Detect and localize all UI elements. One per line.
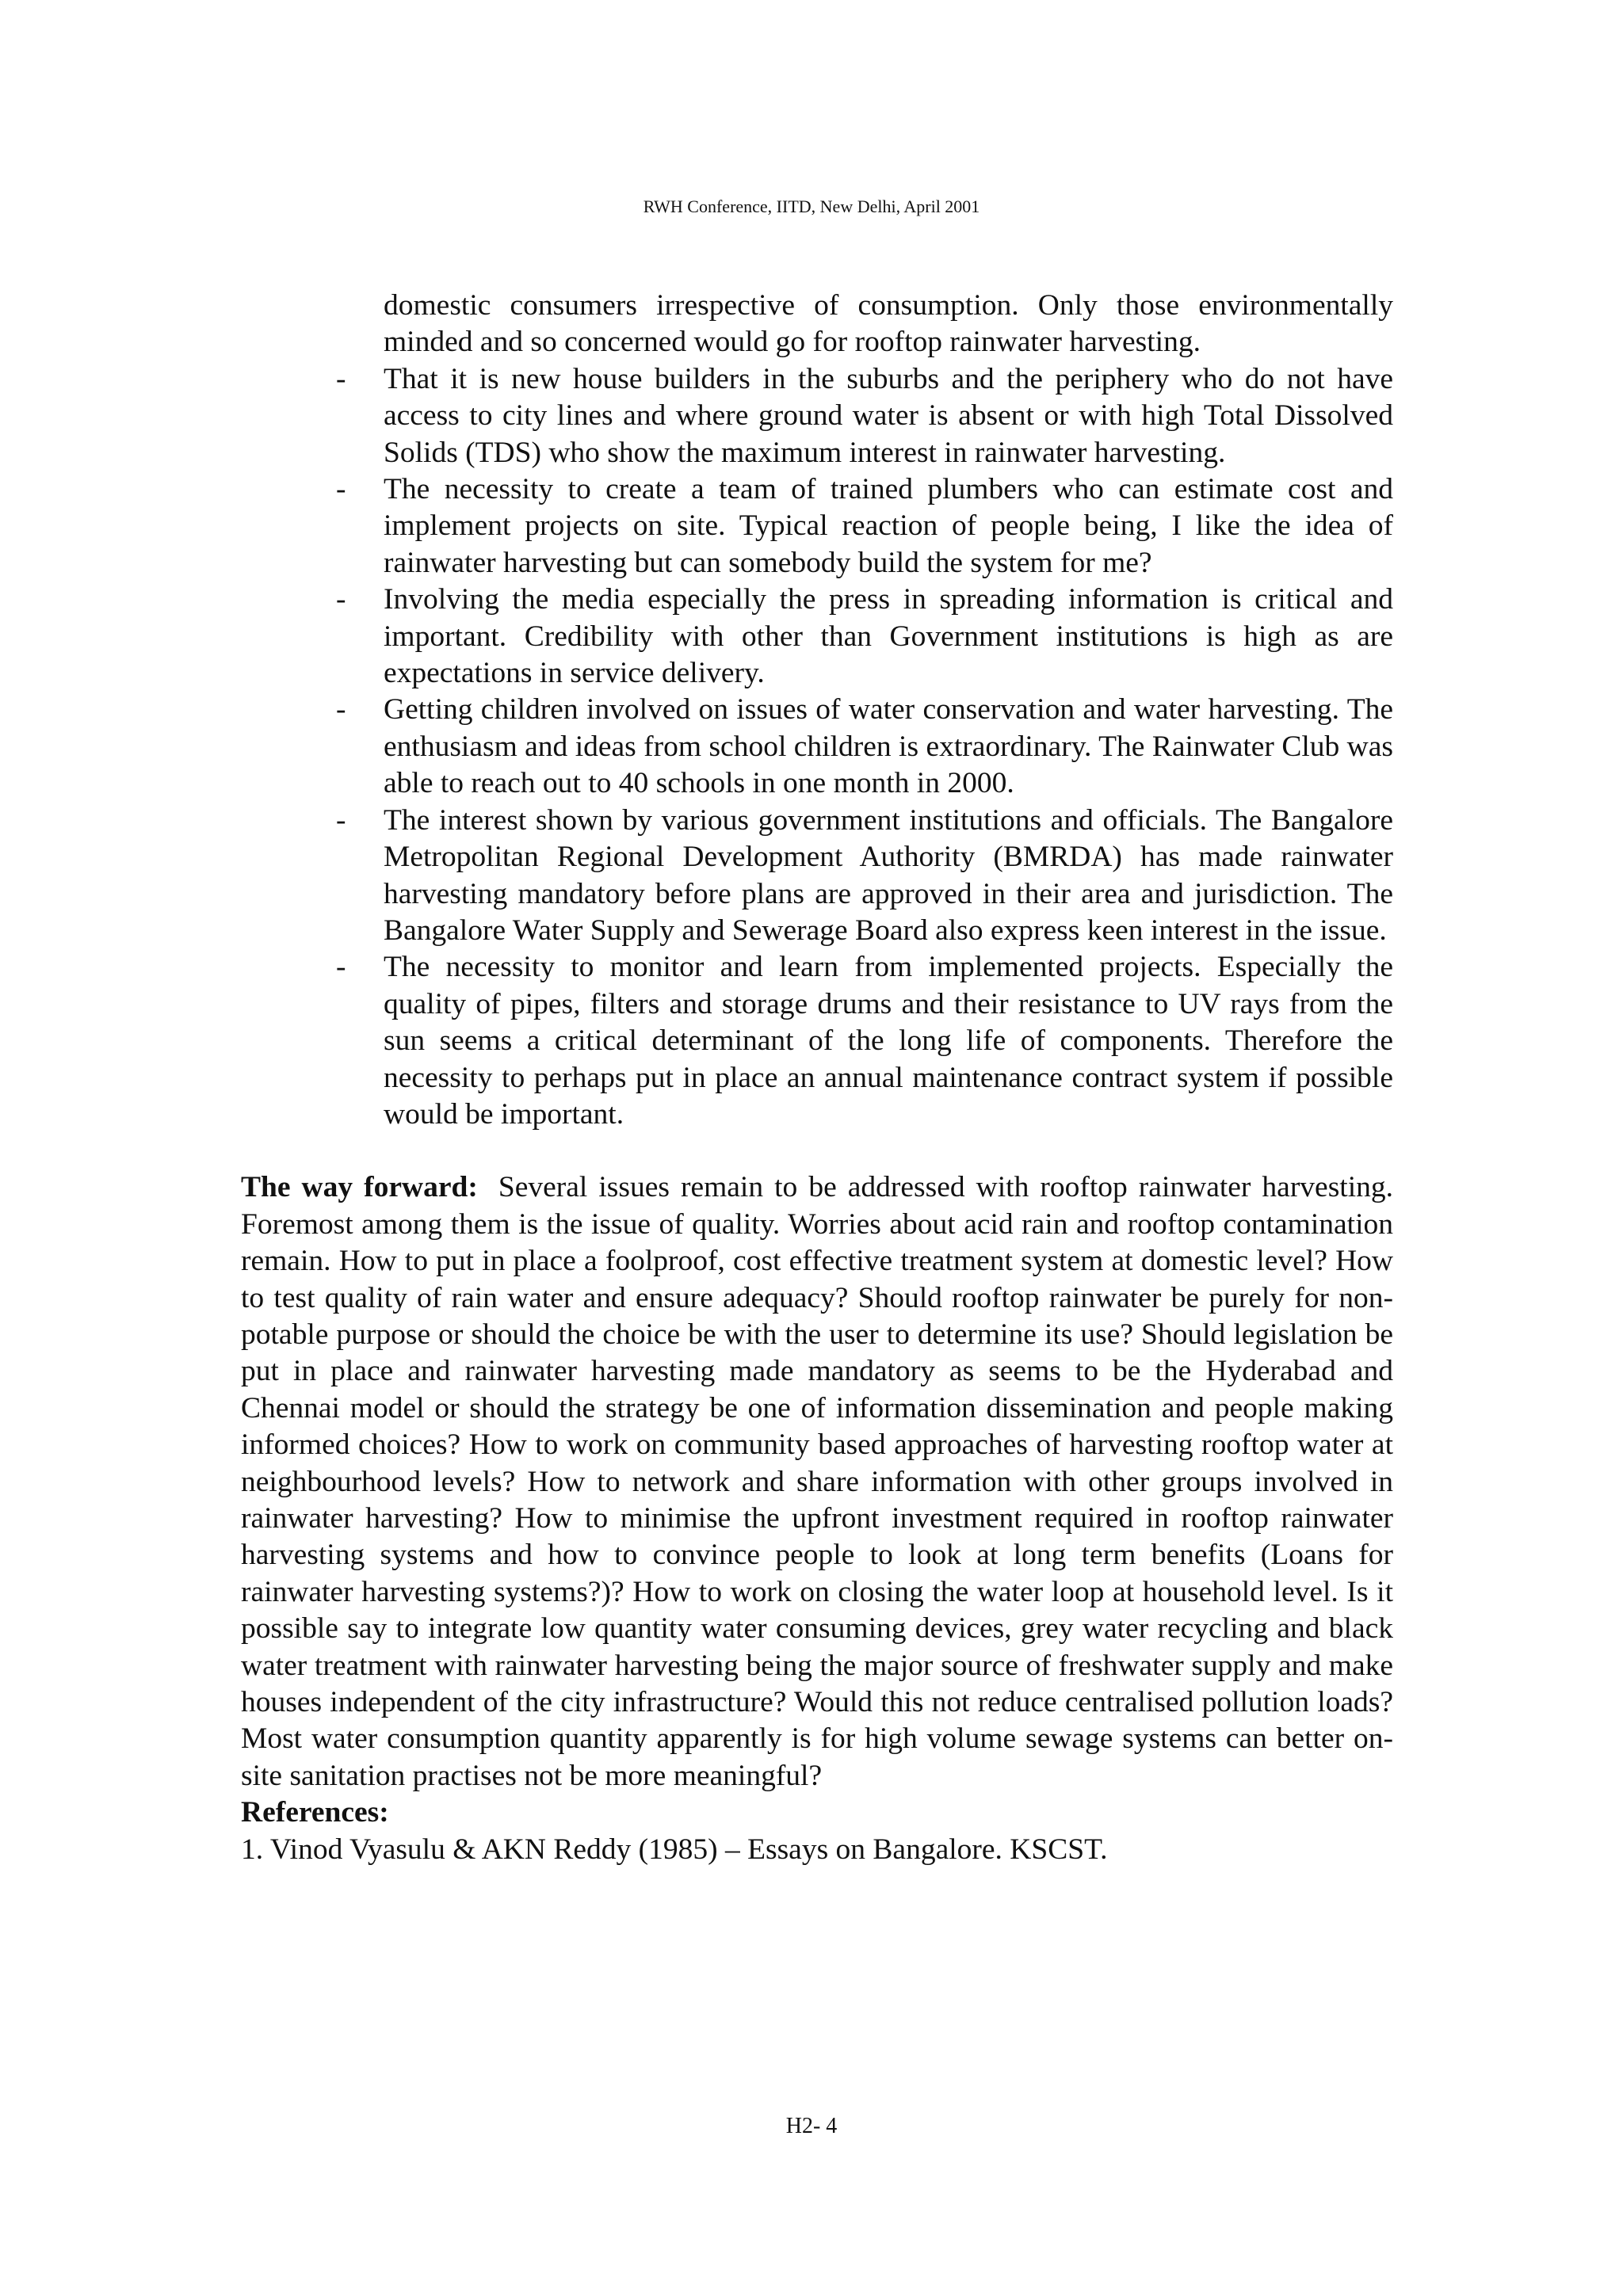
bullet-marker: - (336, 803, 346, 837)
bullet-marker: - (336, 693, 346, 727)
bullet-text: The necessity to monitor and learn from implemented projects. Especially the quality of pipes, filters and storage drums and their resistance to UV rays from the sun seems a critical determinant of the long life of components. Therefore the necessity to perhaps put in place an annual maintenance contract system if possible would be important. (384, 951, 1393, 1131)
bullet-text: Involving the media especially the press in spreading information is critical and important. Credibility with other than Government institutions is high as are expectations in service delivery. (384, 583, 1393, 690)
running-header: RWH Conference, IITD, New Delhi, April 2001 (643, 196, 980, 216)
references-heading: References: (241, 1796, 389, 1829)
list-item (241, 582, 1393, 692)
list-item (241, 471, 1393, 582)
page-number: H2- 4 (785, 2114, 838, 2138)
continued-bullet-text: domestic consumers irrespective of consumption. Only those environmentally minded and so concerned would go for rooftop rainwater harvesting. (384, 289, 1393, 359)
list-item (241, 692, 1393, 802)
list-item (241, 361, 1393, 471)
list-item (241, 803, 1393, 950)
way-forward-text: Several issues remain to be addressed with rooftop rainwater harvesting. Foremost among them is the issue of quality. Worries about acid rain and rooftop contamination remain. How to put in place a foolproof, cost effective treatment system at domestic level? How to test quality of rain water and ensure adequacy? Should rooftop rainwater be purely for non-potable purpose or should the choice be with the user to determine its use? Should legislation be put in place and rainwater harvesting made mandatory as seems to be the Hyderabad and Chennai model or should the strategy be one of information dissemination and people making informed choices? How to work on community based approaches of harvesting rooftop water at neighbourhood levels? How to network and share information with other groups involved in rainwater harvesting? How to minimise the upfront investment required in rooftop rainwater harvesting systems and how to convince people to look at long term benefits (Loans for rainwater harvesting systems?)? How to work on closing the water loop at household level. Is it possible say to integrate low quantity water consuming devices, grey water recycling and black water treatment with rainwater harvesting being the major source of freshwater supply and make houses independent of the city infrastructure? Would this not reduce centralised pollution loads? Most water consumption quantity apparently is for high volume sewage systems can better on-site sanitation practises not be more meaningful? (241, 1171, 1394, 1792)
bullet-text: Getting children involved on issues of water conservation and water harvesting. The enthusiasm and ideas from school children is extraordinary. The Rainwater Club was able to reach out to 40 schools in one month in 2000. (384, 693, 1393, 800)
way-forward-paragraph (241, 1169, 1393, 1794)
body-content (241, 288, 1393, 1868)
way-forward-heading: The way forward: (241, 1171, 478, 1204)
bullet-text: The interest shown by various government institutions and officials. The Bangalore Metropolitan Regional Development Authority (BMRDA) has made rainwater harvesting mandatory before plans are approved in their area and jurisdiction. The Bangalore Water Supply and Sewerage Board also express keen interest in the issue. (384, 803, 1393, 947)
bullet-marker: - (336, 473, 346, 506)
bullet-marker: - (336, 951, 346, 984)
bullet-text: That it is new house builders in the suburbs and the periphery who do not have access to city lines and where ground water is absent or with high Total Dissolved Solids (TDS) who show the maximum interest in rainwater harvesting. (384, 362, 1393, 469)
bullet-text: The necessity to create a team of trained plumbers who can estimate cost and implement projects on site. Typical reaction of people being, I like the idea of rainwater harvesting but can somebody build the system for me? (384, 473, 1393, 579)
bullet-list (241, 361, 1393, 1134)
bullet-marker: - (336, 362, 346, 395)
list-item (241, 949, 1393, 1133)
bullet-marker: - (336, 583, 346, 616)
reference-item: 1. Vinod Vyasulu & AKN Reddy (1985) – Essays on Bangalore. KSCST. (241, 1833, 1108, 1866)
